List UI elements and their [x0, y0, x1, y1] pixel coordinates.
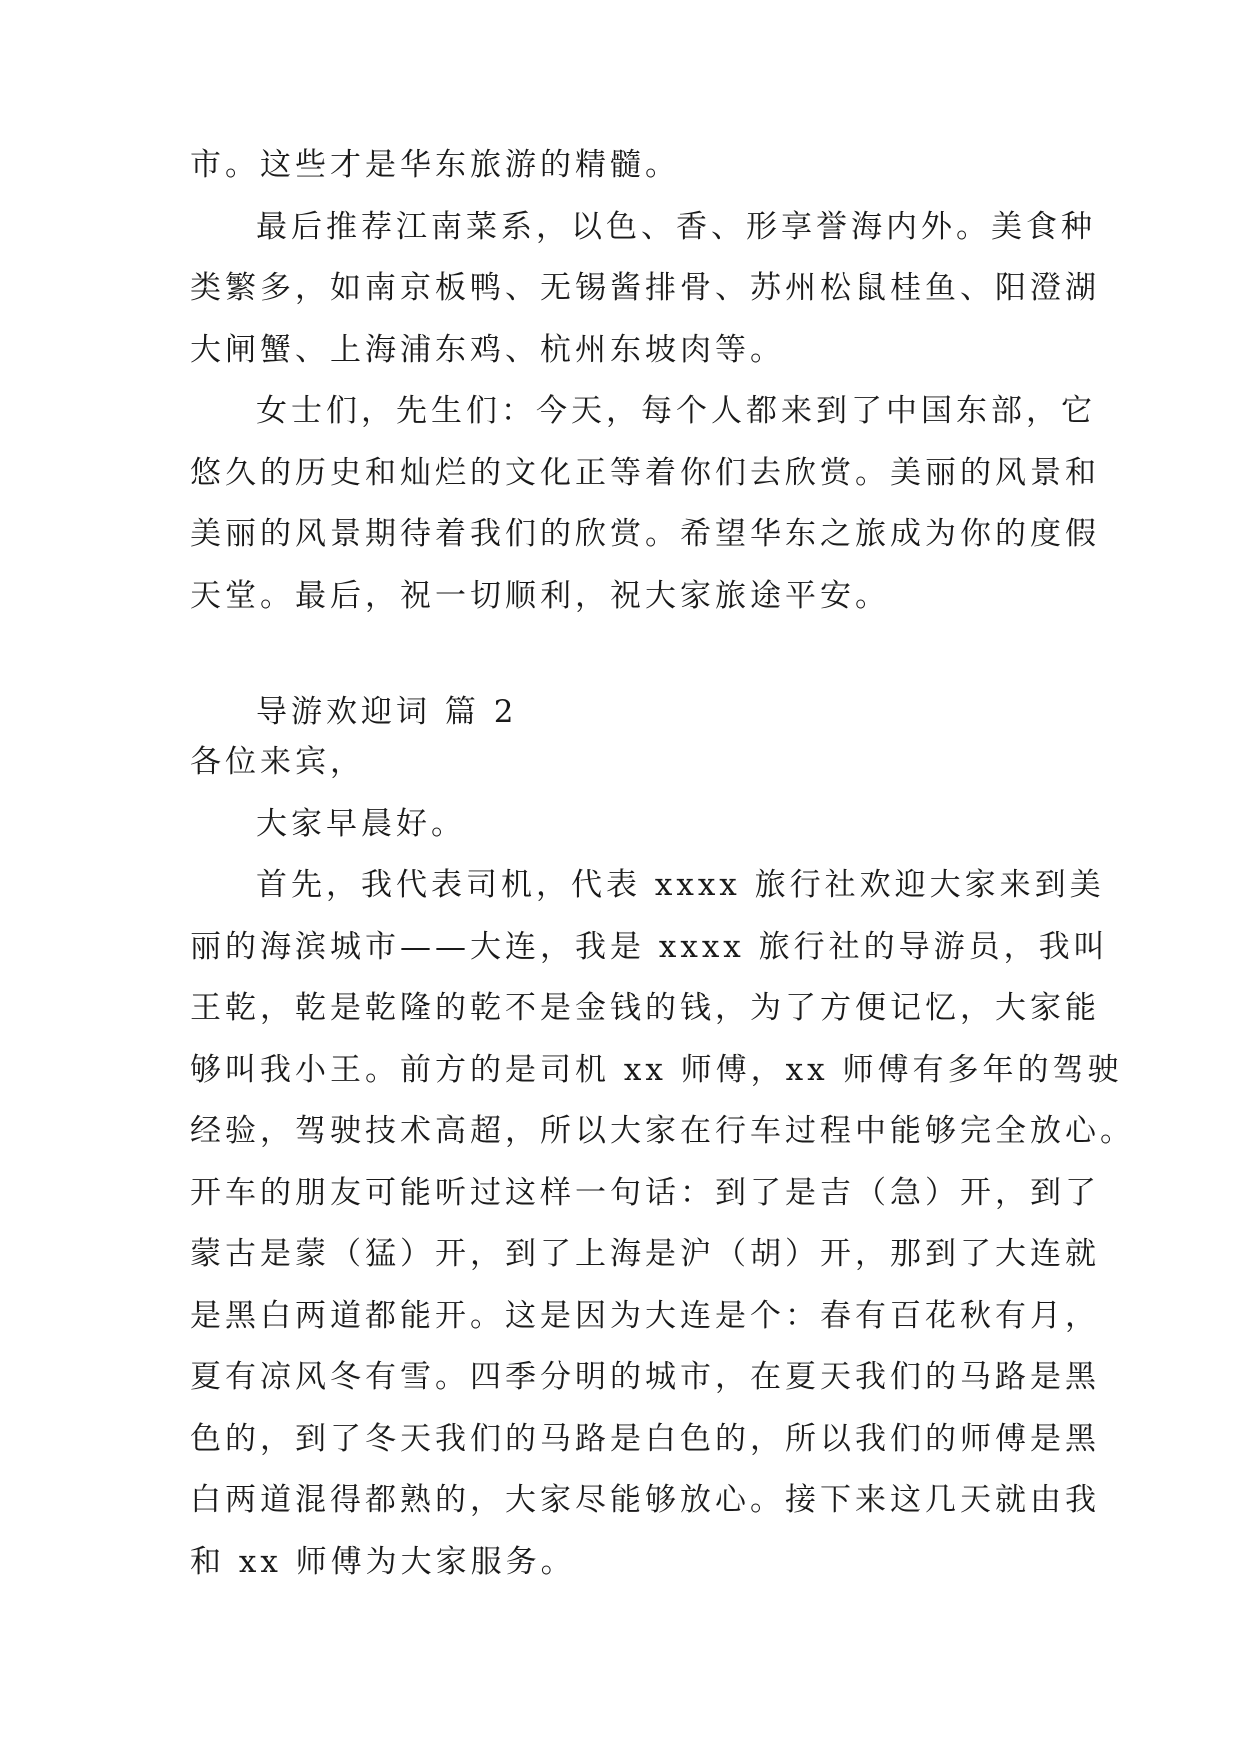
paragraph-line: 悠久的历史和灿烂的文化正等着你们去欣赏。美丽的风景和 — [190, 454, 1100, 491]
paragraph-line: 夏有凉风冬有雪。四季分明的城市，在夏天我们的马路是黑 — [190, 1359, 1100, 1395]
paragraph-line: 色的，到了冬天我们的马路是白色的，所以我们的师傅是黑 — [190, 1420, 1100, 1457]
paragraph-line: 天堂。最后，祝一切顺利，祝大家旅途平安。 — [190, 577, 890, 614]
paragraph-line: 白两道混得都熟的，大家尽能够放心。接下来这几天就由我 — [190, 1482, 1100, 1518]
section-heading: 导游欢迎词 篇 2 — [256, 694, 518, 730]
paragraph-line: 经验，驾驶技术高超，所以大家在行车过程中能够完全放心。 — [190, 1113, 1135, 1149]
paragraph-line: 市。这些才是华东旅游的精髓。 — [190, 147, 680, 183]
section-1-text — [190, 135, 1100, 627]
paragraph-line: 大家早晨好。 — [256, 805, 466, 842]
paragraph-line: 大闸蟹、上海浦东鸡、杭州东坡肉等。 — [190, 331, 785, 368]
salutation-line: 各位来宾， — [190, 744, 365, 780]
paragraph-line: 蒙古是蒙（猛）开，到了上海是沪（胡）开，那到了大连就 — [190, 1236, 1100, 1272]
paragraph-line: 丽的海滨城市——大连，我是 xxxx 旅行社的导游员，我叫 — [190, 928, 1109, 965]
paragraph-line: 够叫我小王。前方的是司机 xx 师傅，xx 师傅有多年的驾驶 — [190, 1051, 1123, 1088]
paragraph-line: 类繁多，如南京板鸭、无锡酱排骨、苏州松鼠桂鱼、阳澄湖 — [190, 270, 1100, 306]
paragraph-line: 开车的朋友可能听过这样一句话：到了是吉（急）开，到了 — [190, 1174, 1100, 1211]
paragraph-line: 和 xx 师傅为大家服务。 — [190, 1543, 576, 1580]
paragraph-line: 首先，我代表司机，代表 xxxx 旅行社欢迎大家来到美 — [256, 867, 1105, 903]
paragraph-line: 王乾，乾是乾隆的乾不是金钱的钱，为了方便记忆，大家能 — [190, 990, 1100, 1026]
section-2-text — [190, 732, 1135, 1593]
paragraph-line: 是黑白两道都能开。这是因为大连是个：春有百花秋有月， — [190, 1297, 1100, 1334]
paragraph-line: 美丽的风景期待着我们的欣赏。希望华东之旅成为你的度假 — [190, 516, 1100, 552]
paragraph-line: 最后推荐江南菜系，以色、香、形享誉海内外。美食种 — [256, 208, 1096, 245]
paragraph-line: 女士们，先生们：今天，每个人都来到了中国东部，它 — [256, 393, 1096, 429]
